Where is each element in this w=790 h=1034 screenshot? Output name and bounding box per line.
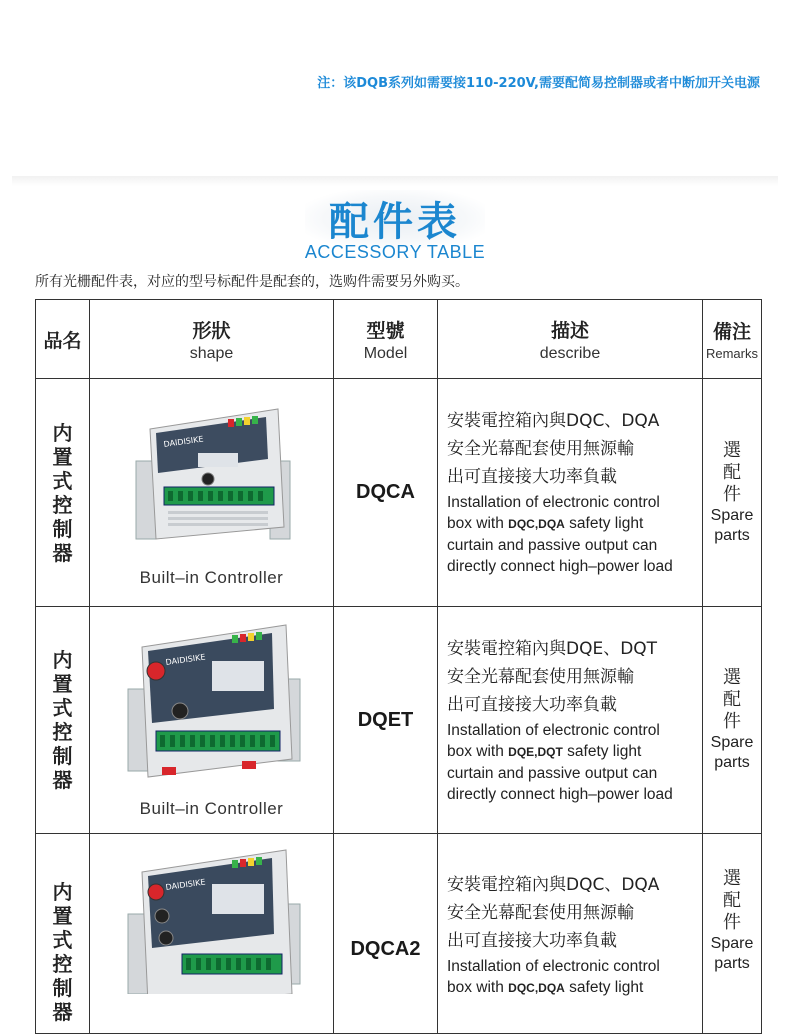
row-remark: 選配件 Spare parts	[703, 379, 762, 607]
row-description	[438, 379, 703, 607]
row-remark: 選配件 Spare parts	[703, 607, 762, 834]
desc-cn-line: 安全光幕配套使用無源輸	[447, 439, 634, 459]
shape-caption: Built–in Controller	[139, 568, 284, 587]
desc-cn-line: 出可直接接大功率負載	[447, 931, 617, 951]
page-subtitle: ACCESSORY TABLE	[304, 242, 486, 262]
header-remarks: 備注 Remarks	[703, 300, 762, 379]
header-describe: 描述 describe	[438, 300, 703, 379]
page-title: 配件表	[329, 199, 461, 245]
table-row	[36, 379, 762, 607]
row-shape-cell	[90, 379, 334, 607]
desc-cn-line: 安全光幕配套使用無源輸	[447, 903, 634, 923]
series-note: 注：该DQB系列如需要接110-220V,需要配简易控制器或者中断加开关电源	[317, 76, 760, 91]
row-name-cell	[36, 834, 90, 1034]
row-shape-cell	[90, 607, 334, 834]
desc-en-line: directly connect high–power load	[447, 558, 673, 575]
controller-device-image	[122, 619, 306, 787]
desc-cn-line: 出可直接接大功率負載	[447, 694, 617, 715]
table-row	[36, 607, 762, 834]
row-name-cell	[36, 607, 90, 834]
device-brand-label: DAIDISIKE	[165, 877, 206, 892]
controller-device-image	[122, 844, 306, 994]
row-remark: 選配件 Spare parts	[703, 834, 762, 1034]
device-brand-label: DAIDISIKE	[163, 434, 204, 449]
row-name: 内置式控制器	[52, 880, 73, 1024]
desc-en-line: box with DQC,DQA safety light	[447, 515, 644, 532]
desc-en-line: Installation of electronic control	[447, 721, 660, 739]
row-description	[438, 834, 703, 1034]
controller-device-image	[128, 399, 298, 549]
table-row	[36, 834, 762, 1034]
desc-en-line: Installation of electronic control	[447, 494, 660, 511]
row-name: 内置式控制器	[52, 420, 73, 565]
desc-cn-line: 出可直接接大功率負載	[447, 467, 617, 487]
row-model: DQET	[334, 607, 438, 834]
section-divider	[12, 176, 778, 186]
row-model: DQCA2	[334, 834, 438, 1034]
device-brand-label: DAIDISIKE	[165, 652, 206, 667]
desc-cn-line: 安裝電控箱內與DQC、DQA	[447, 875, 660, 895]
header-shape: 形狀 shape	[90, 300, 334, 379]
desc-cn-line: 安裝電控箱內與DQE、DQT	[447, 638, 658, 659]
row-model: DQCA	[334, 379, 438, 607]
desc-en-line: box with DQC,DQA safety light	[447, 979, 644, 996]
row-description	[438, 607, 703, 834]
header-model: 型號 Model	[334, 300, 438, 379]
desc-en-line: box with DQE,DQT safety light	[447, 742, 642, 760]
row-name-cell	[36, 379, 90, 607]
desc-cn-line: 安全光幕配套使用無源輸	[447, 666, 634, 687]
header-name: 品名	[36, 300, 90, 379]
row-shape-cell	[90, 834, 334, 1034]
table-header-row	[36, 300, 762, 379]
desc-en-line: directly connect high–power load	[447, 785, 673, 803]
row-name: 内置式控制器	[52, 648, 73, 792]
accessory-table	[35, 299, 762, 1034]
desc-en-line: curtain and passive output can	[447, 764, 658, 782]
desc-en-line: curtain and passive output can	[447, 537, 658, 554]
intro-text: 所有光栅配件表，对应的型号标配件是配套的，选购件需要另外购买。	[35, 274, 469, 290]
desc-en-line: Installation of electronic control	[447, 958, 660, 975]
desc-cn-line: 安裝電控箱內與DQC、DQA	[447, 411, 660, 431]
shape-caption: Built–in Controller	[139, 799, 284, 818]
